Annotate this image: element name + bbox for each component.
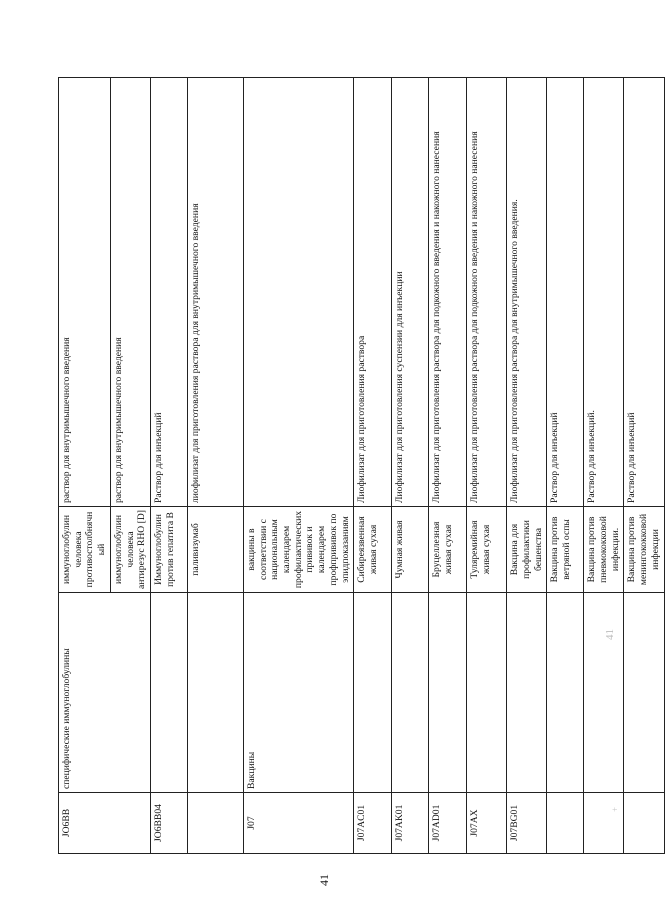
dosage-form-cell — [243, 78, 353, 507]
bleed-through-page-number: 41 — [604, 629, 616, 640]
group-name-cell — [584, 593, 624, 793]
table-row — [429, 78, 467, 854]
table-row — [187, 78, 243, 854]
drug-name-cell: Сибиреязвенная живая сухая — [354, 507, 392, 593]
atc-code-cell: JO6BB04 — [150, 793, 187, 854]
atc-code-cell: J07AX — [467, 793, 507, 854]
dosage-form-cell: Лиофилизат для приготовления суспензии для инъекции — [392, 78, 429, 507]
drug-name-cell: Бруцеллезная живая сухая — [429, 507, 467, 593]
drug-name-cell: Вакцина против ветряной оспы — [547, 507, 584, 593]
dosage-form-cell: Раствор для инъекций. — [584, 78, 624, 507]
group-name-cell — [150, 593, 187, 793]
atc-code-cell: J07 — [243, 793, 353, 854]
table-row — [59, 78, 111, 854]
dosage-form-cell: Лиофилизат для приготовления раствора для внутримышечного введения. — [507, 78, 547, 507]
drug-name-cell: вакцины в соответствии с национальным календарем профилактических прививок и календарем профпрививок по эпидпоказаниям — [243, 507, 353, 593]
group-name-cell — [547, 593, 584, 793]
group-name-cell — [187, 593, 243, 793]
drug-classification-table — [58, 77, 665, 854]
drug-name-cell: Чумная живая — [392, 507, 429, 593]
group-name-cell: специфические иммуноглобулины — [59, 593, 151, 793]
atc-code-cell: J07BG01 — [507, 793, 547, 854]
dosage-form-cell: лиофилизат для приготовления раствора для внутримышечного введения — [187, 78, 243, 507]
atc-code-cell: JO6BB — [59, 793, 151, 854]
atc-code-cell: J07AK01 — [392, 793, 429, 854]
drug-name-cell: Иммуноглобулин против гепатита В — [150, 507, 187, 593]
atc-code-cell: J07AD01 — [429, 793, 467, 854]
scan-artifact-mark: + — [610, 806, 620, 812]
atc-code-cell — [624, 793, 664, 854]
atc-code-cell: J07AC01 — [354, 793, 392, 854]
atc-code-cell — [547, 793, 584, 854]
drug-name-cell: паливизумаб — [187, 507, 243, 593]
group-name-cell — [354, 593, 392, 793]
table-row — [243, 78, 353, 854]
drug-name-cell: Туляремийная живая сухая — [467, 507, 507, 593]
drug-name-cell: Вакцина для профилактики бешенства — [507, 507, 547, 593]
group-name-cell: Вакцины — [243, 593, 353, 793]
dosage-form-cell: Раствор для инъекций — [150, 78, 187, 507]
dosage-form-cell: раствор для внутримышечного введения — [110, 78, 150, 507]
group-name-cell — [467, 593, 507, 793]
page-number: 41 — [317, 874, 331, 886]
dosage-form-cell: Раствор для инъекций — [624, 78, 664, 507]
table-row — [624, 78, 664, 854]
table-row — [354, 78, 392, 854]
drug-name-cell: Вакцина против менингококковой инфекции — [624, 507, 664, 593]
table-row — [547, 78, 584, 854]
atc-code-cell — [584, 793, 624, 854]
dosage-form-cell: Лиофилизат для приготовления раствора — [354, 78, 392, 507]
table-row — [467, 78, 507, 854]
drug-name-cell: иммуноглобулин человека антирезус RHO [D] — [110, 507, 150, 593]
table-row — [392, 78, 429, 854]
dosage-form-cell: раствор для внутримышечного введения — [59, 78, 111, 507]
group-name-cell — [429, 593, 467, 793]
group-name-cell — [392, 593, 429, 793]
table-row — [150, 78, 187, 854]
group-name-cell — [624, 593, 664, 793]
group-name-cell — [507, 593, 547, 793]
drug-name-cell: Вакцина против пневмококковой инфекции. — [584, 507, 624, 593]
dosage-form-cell: Лиофилизат для приготовления раствора для подкожного введения и накожного нанесения — [429, 78, 467, 507]
dosage-form-cell: Лиофилизат для приготовления раствора для подкожного введения и накожного нанесения — [467, 78, 507, 507]
drug-name-cell: иммуноглобулин человека противостолбнячный — [59, 507, 111, 593]
table-row — [584, 78, 624, 854]
table-row — [507, 78, 547, 854]
atc-code-cell — [187, 793, 243, 854]
dosage-form-cell: Раствор для инъекций — [547, 78, 584, 507]
